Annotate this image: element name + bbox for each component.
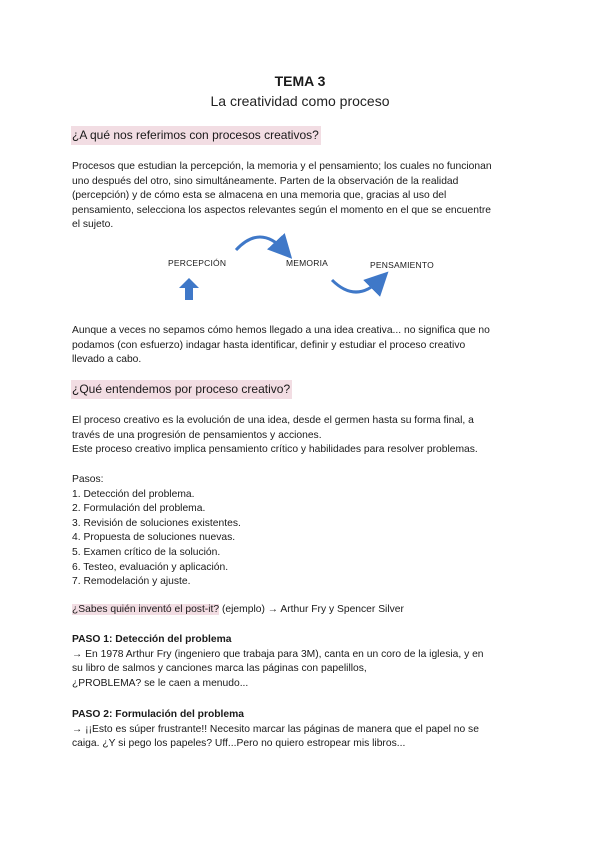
paragraph-line: uno después del otro, sino simultáneamente. Parten de la observación de la realidad <box>72 175 459 187</box>
paragraph-line: pensamiento, selecciona los aspectos relevantes según el momento en el que se encuentre <box>72 204 491 216</box>
paragraph-line: ¿PROBLEMA? se le caen a menudo... <box>72 677 249 689</box>
paragraph-line: Este proceso creativo implica pensamiento crítico y habilidades para resolver problemas. <box>72 444 478 456</box>
arrow-to-memoria <box>236 237 284 250</box>
paragraph-line: Procesos que estudian la percepción, la memoria y el pensamiento; los cuales no funcionan <box>72 161 492 172</box>
paso2-title: PASO 2: Formulación del problema <box>72 709 245 720</box>
paragraph-line: → ¡¡Esto es súper frustrante!! Necesito marcar las páginas de manera que el papel no se <box>72 723 479 735</box>
diagram-label-memoria: MEMORIA <box>286 258 329 268</box>
paragraph-line: Aunque a veces no sepamos cómo hemos llegado a una idea creativa... no significa que no <box>72 325 490 336</box>
paragraph-line: llevado a cabo. <box>72 354 142 366</box>
steps-label: Pasos: <box>72 474 104 485</box>
paragraph-line: podamos (con esfuerzo) indagar hasta identificar, definir y estudiar el proceso creativo <box>72 339 466 351</box>
page-title: TEMA 3 <box>274 73 326 89</box>
paso2-block <box>72 708 532 752</box>
step-item: 6. Testeo, evaluación y aplicación. <box>72 561 229 573</box>
paso1-block <box>72 633 532 691</box>
step-item: 4. Propuesta de soluciones nuevas. <box>72 532 236 544</box>
title-block <box>0 72 600 110</box>
postit-example: (ejemplo) → Arthur Fry y Spencer Silver <box>219 604 404 615</box>
postit-question: ¿Sabes quién inventó el post-it? <box>72 604 220 615</box>
step-item: 3. Revisión de soluciones existentes. <box>72 517 241 529</box>
page-subtitle: La creatividad como proceso <box>210 93 390 109</box>
section-heading-proceso-creativo: ¿Qué entendemos por proceso creativo? <box>71 380 292 399</box>
step-item: 2. Formulación del problema. <box>72 503 206 515</box>
diagram-label-percepcion: PERCEPCIÓN <box>168 258 227 268</box>
step-item: 1. Detección del problema. <box>72 488 195 500</box>
postit-question-line <box>72 603 532 618</box>
process-diagram <box>160 228 450 308</box>
paragraph-line: (percepción) y de cómo esta se almacena en una memoria que, gracias al uso del <box>72 190 447 202</box>
paragraph-procesos <box>72 160 532 233</box>
steps-list <box>72 473 532 590</box>
diagram-label-pensamiento: PENSAMIENTO <box>370 260 434 270</box>
paso1-title: PASO 1: Detección del problema <box>72 634 232 645</box>
arrow-to-pensamiento <box>332 280 380 292</box>
section-heading-procesos-creativos: ¿A qué nos referimos con procesos creativos? <box>71 126 321 145</box>
paragraph-line: caiga. ¿Y si pego los papeles? Uff...Pero no quiero estropear mis libros... <box>72 738 406 750</box>
paragraph-line: su libro de salmos y canciones marca las páginas con papelillos, <box>72 663 367 675</box>
arrow-up-block <box>179 278 199 300</box>
paragraph-line: el sujeto. <box>72 219 114 231</box>
paragraph-line: → En 1978 Arthur Fry (ingeniero que trabaja para 3M), canta en un coro de la iglesia, y en <box>72 648 484 660</box>
step-item: 7. Remodelación y ajuste. <box>72 576 191 588</box>
paragraph-proceso-creativo <box>72 414 532 458</box>
paragraph-line: El proceso creativo es la evolución de una idea, desde el germen hasta su forma final, a <box>72 415 474 426</box>
paragraph-line: través de una progresión de pensamientos y acciones. <box>72 429 322 441</box>
paragraph-idea-creativa <box>72 324 532 368</box>
step-item: 5. Examen crítico de la solución. <box>72 546 221 558</box>
